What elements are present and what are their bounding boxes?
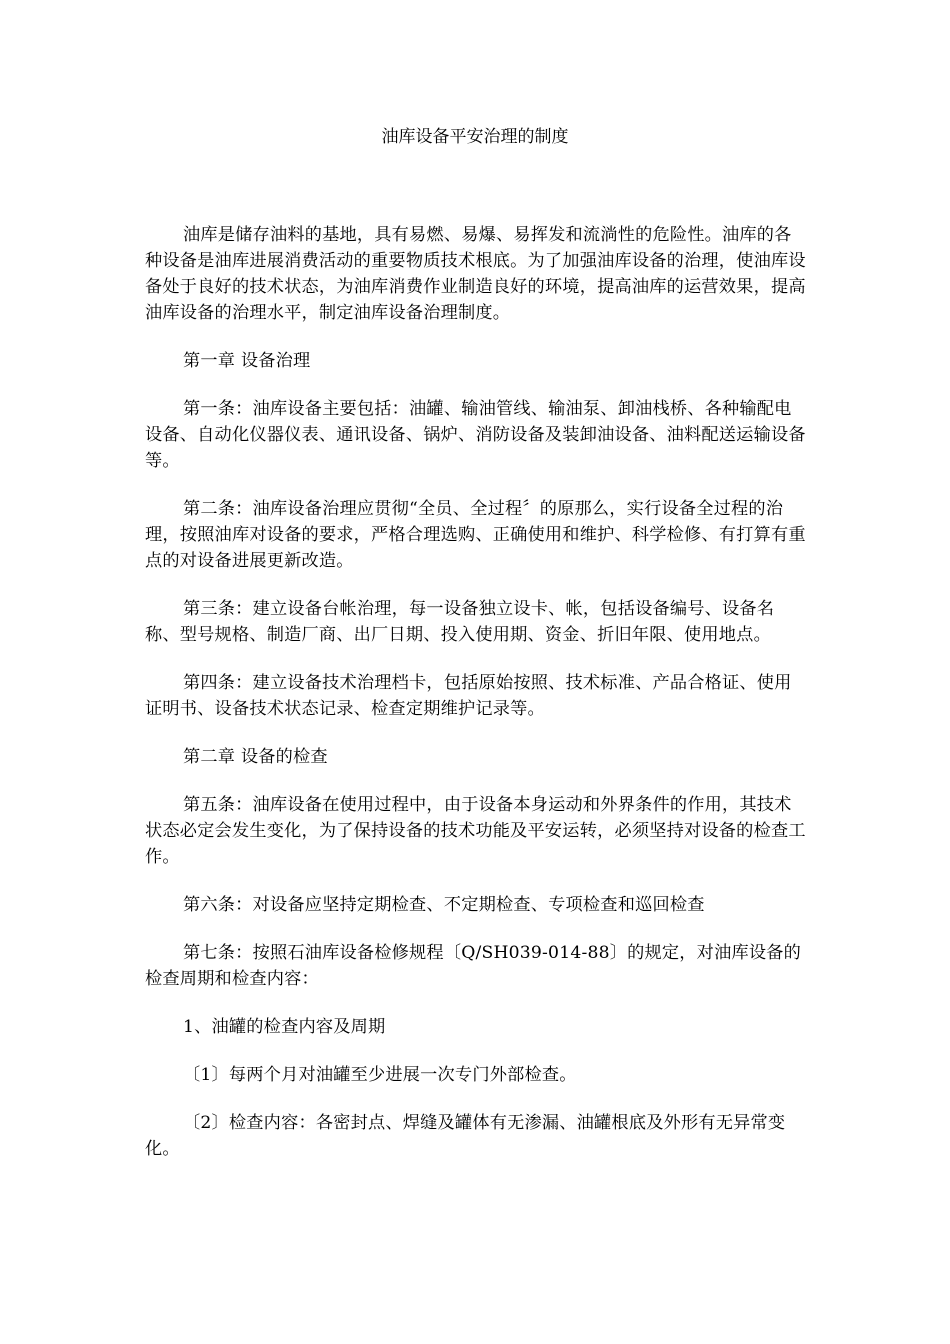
- document-title: 油库设备平安治理的制度: [381, 127, 569, 147]
- chapter-1-heading: 第一章 设备治理: [183, 351, 311, 371]
- document-body: [145, 222, 807, 1184]
- article-3: 第三条：建立设备台帐治理，每一设备独立设卡、帐，包括设备编号、设备名称、型号规格、制造厂商、出厂日期、投入使用期、资金、折旧年限、使用地点。: [145, 599, 775, 645]
- chapter-2-heading: 第二章 设备的检查: [183, 747, 328, 767]
- article-6: 第六条：对设备应坚持定期检查、不定期检查、专项检查和巡回检查: [183, 895, 705, 915]
- article-2: 第二条：油库设备治理应贯彻“全员、全过程〞的原那么，实行设备全过程的治理，按照油库对设备的要求，严格合理选购、正确使用和维护、科学检修、有打算有重点的对设备进展更新改造。: [145, 499, 806, 571]
- section-1-heading: 1、油罐的检查内容及周期: [183, 1017, 386, 1037]
- article-4: 第四条：建立设备技术治理档卡，包括原始按照、技术标准、产品合格证、使用证明书、设备技术状态记录、检查定期维护记录等。: [145, 673, 792, 719]
- intro-paragraph: 油库是储存油料的基地，具有易燃、易爆、易挥发和流淌性的危险性。油库的各种设备是油库进展消费活动的重要物质技术根底。为了加强油库设备的治理，使油库设备处于良好的技术状态，为油库消费作业制造良好的环境，提高油库的运营效果，提高油库设备的治理水平，制定油库设备治理制度。: [145, 225, 806, 323]
- item-1: 〔1〕每两个月对油罐至少进展一次专门外部检查。: [183, 1065, 577, 1085]
- article-7: 第七条：按照石油库设备检修规程〔Q/SH039-014-88〕的规定，对油库设备的检查周期和检查内容：: [145, 943, 802, 989]
- item-2: 〔2〕检查内容：各密封点、焊缝及罐体有无渗漏、油罐根底及外形有无异常变化。: [145, 1113, 786, 1159]
- article-1: 第一条：油库设备主要包括：油罐、输油管线、输油泵、卸油栈桥、各种输配电设备、自动化仪器仪表、通讯设备、锅炉、消防设备及装卸油设备、油料配送运输设备等。: [145, 399, 806, 471]
- article-5: 第五条：油库设备在使用过程中，由于设备本身运动和外界条件的作用，其技术状态必定会发生变化，为了保持设备的技术功能及平安运转，必须坚持对设备的检查工作。: [145, 795, 806, 867]
